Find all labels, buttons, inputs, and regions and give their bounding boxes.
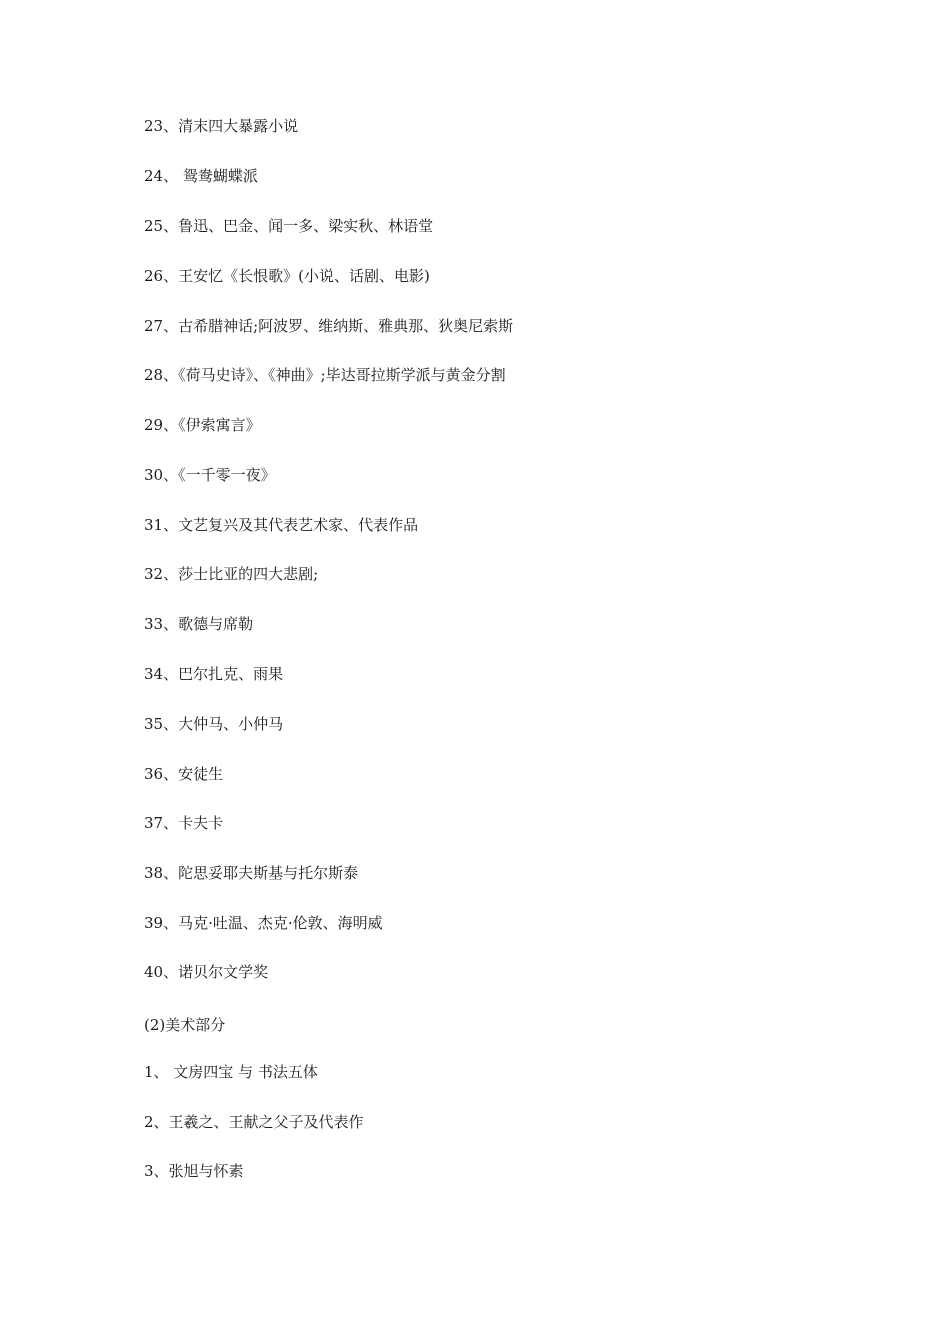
- list-item: 29、《伊索寓言》: [144, 416, 261, 434]
- list-item: 35、大仲马、小仲马: [144, 715, 284, 733]
- list-item: 26、王安忆《长恨歌》(小说、话剧、电影): [144, 267, 430, 285]
- list-item: 2、王羲之、王献之父子及代表作: [144, 1113, 364, 1131]
- list-item: 30、《一千零一夜》: [144, 466, 276, 484]
- list-item: 28、《荷马史诗》、《神曲》;毕达哥拉斯学派与黄金分割: [144, 366, 506, 384]
- list-item: 24、 鸳鸯蝴蝶派: [144, 167, 258, 185]
- list-item: 40、诺贝尔文学奖: [144, 963, 269, 981]
- list-item: 23、清末四大暴露小说: [144, 117, 299, 135]
- list-item: 31、文艺复兴及其代表艺术家、代表作品: [144, 516, 419, 534]
- list-item: 38、陀思妥耶夫斯基与托尔斯泰: [144, 864, 359, 882]
- list-item: 37、卡夫卡: [144, 814, 224, 832]
- list-item: 36、安徒生: [144, 765, 224, 783]
- list-item: 32、莎士比亚的四大悲剧;: [144, 565, 319, 583]
- list-item: 25、鲁迅、巴金、闻一多、梁实秋、林语堂: [144, 217, 434, 235]
- section-heading: (2)美术部分: [144, 1016, 226, 1034]
- list-item: 33、歌德与席勒: [144, 615, 254, 633]
- list-item: 27、古希腊神话;阿波罗、维纳斯、雅典那、狄奥尼索斯: [144, 317, 514, 335]
- list-item: 39、马克·吐温、杰克·伦敦、海明威: [144, 914, 383, 932]
- list-item: 34、巴尔扎克、雨果: [144, 665, 284, 683]
- list-item: 1、 文房四宝 与 书法五体: [144, 1063, 318, 1081]
- list-item: 3、张旭与怀素: [144, 1162, 244, 1180]
